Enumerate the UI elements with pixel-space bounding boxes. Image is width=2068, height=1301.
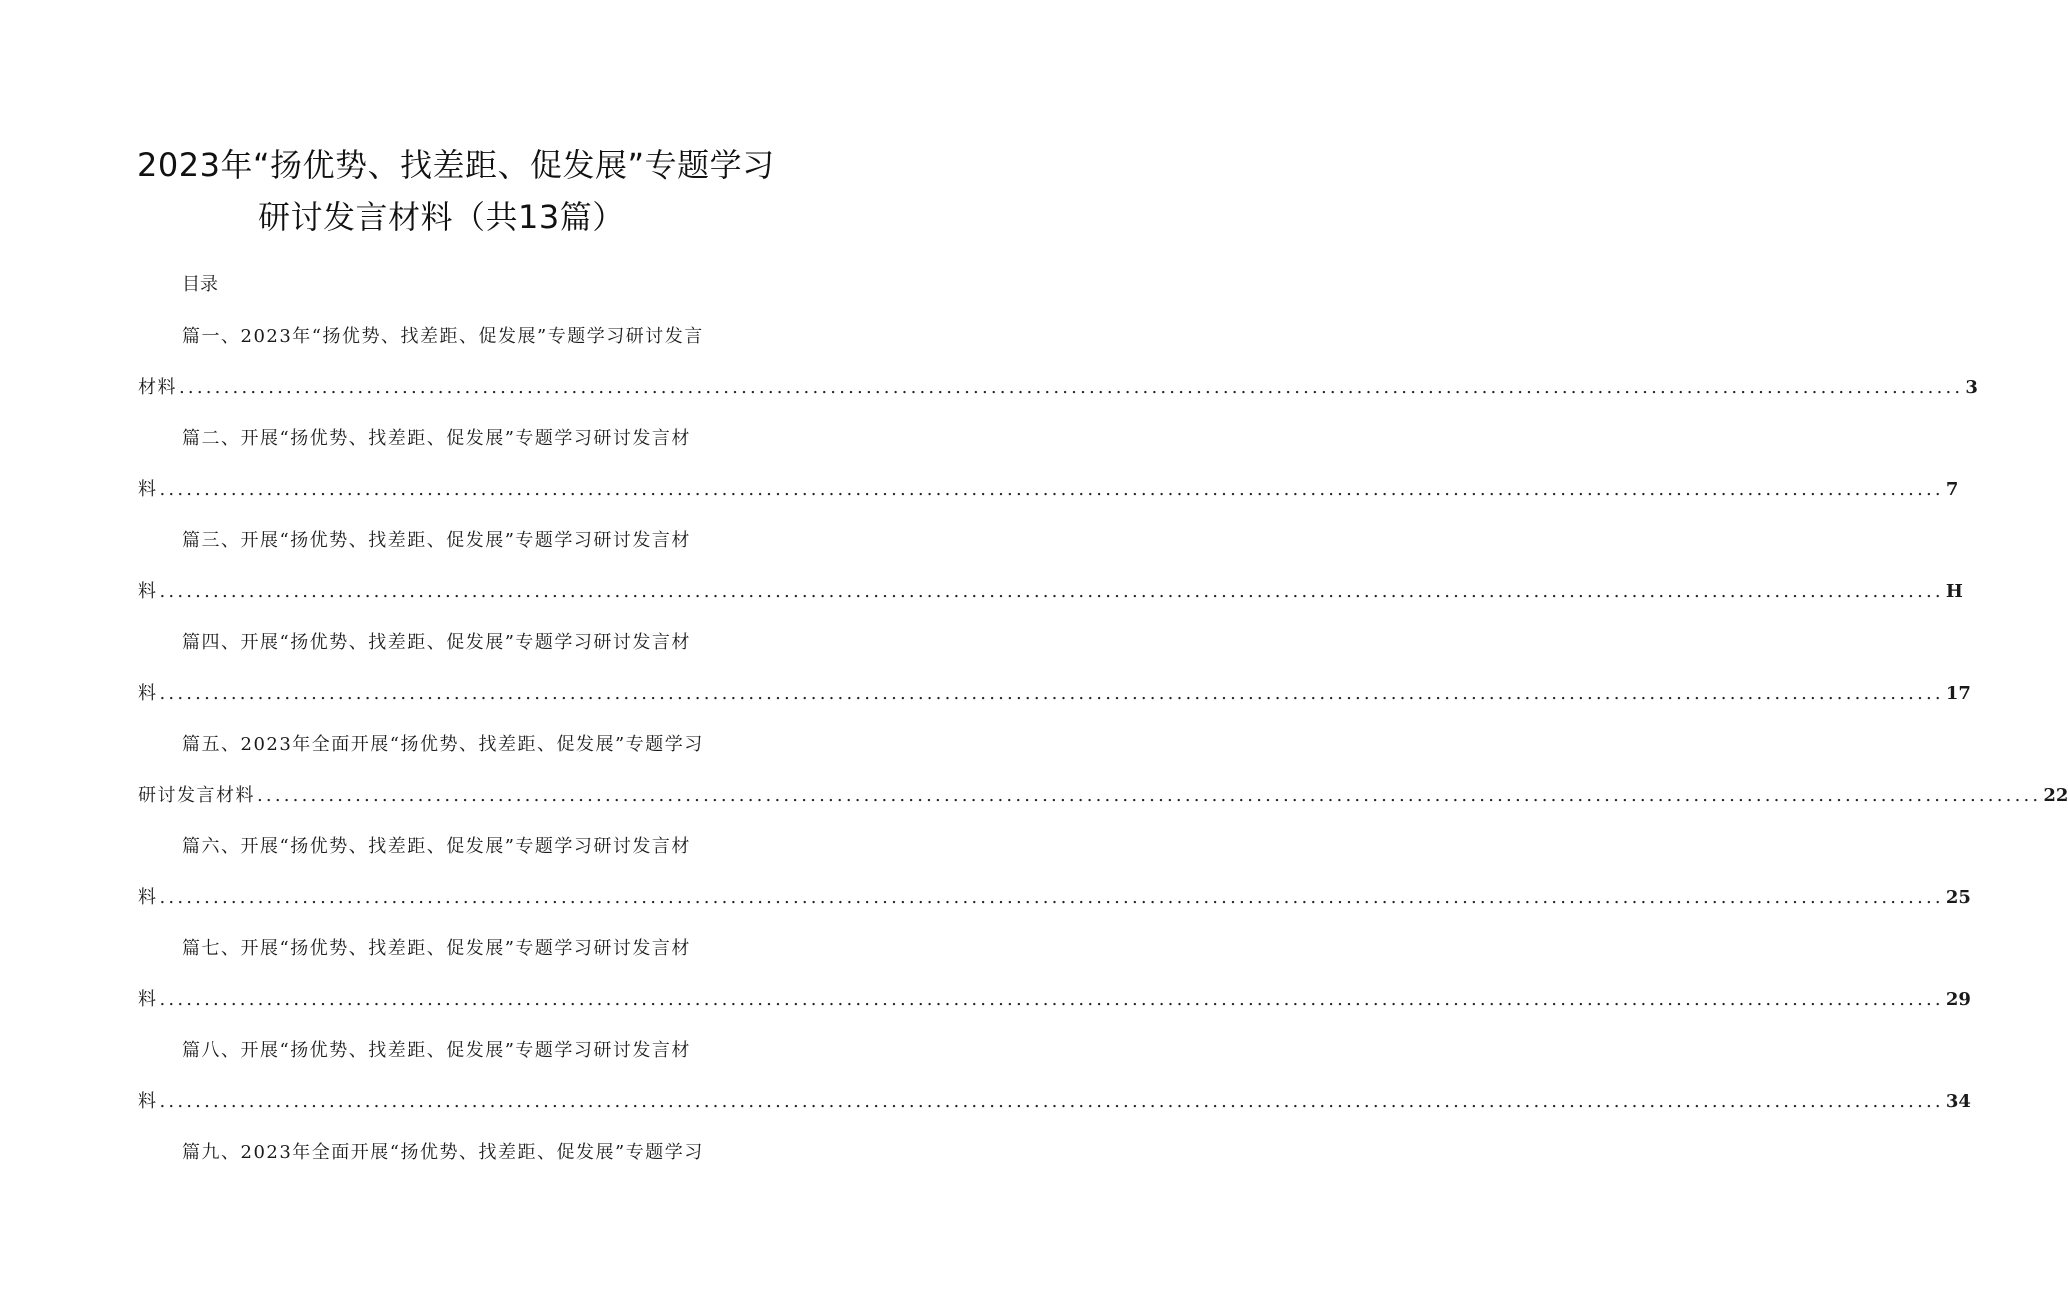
toc-entry-title-end: 材料 — [138, 377, 177, 398]
toc-dot-leader: ........................................................................................................................................................................................................ — [159, 581, 1944, 602]
toc-dot-leader: ........................................................................................................................................................................................................ — [159, 989, 1944, 1010]
toc-page-number: 3 — [1965, 377, 1978, 398]
toc-entry-continuation — [138, 1087, 1971, 1113]
toc-entry-title: 篇五、2023年全面开展“扬优势、找差距、促发展”专题学习 — [182, 734, 704, 755]
toc-page-number: 17 — [1945, 683, 1971, 704]
toc-entry-title-end: 料 — [138, 683, 158, 704]
document-title-line-1: 2023年“扬优势、找差距、促发展”专题学习 — [137, 146, 775, 184]
toc-entry-title-end: 研讨发言材料 — [138, 785, 255, 806]
toc-entry-continuation — [138, 883, 1971, 909]
toc-entry-title: 篇七、开展“扬优势、找差距、促发展”专题学习研讨发言材 — [182, 938, 691, 959]
toc-entry-title: 篇二、开展“扬优势、找差距、促发展”专题学习研讨发言材 — [182, 428, 691, 449]
toc-entry-continuation — [138, 577, 1963, 603]
toc-dot-leader: ........................................................................................................................................................................................................ — [159, 887, 1944, 908]
toc-dot-leader: ........................................................................................................................................................................................................ — [159, 479, 1944, 500]
toc-entry-title-end: 料 — [138, 887, 158, 908]
toc-page-number: 22 — [2043, 785, 2068, 806]
toc-page-number: 29 — [1945, 989, 1971, 1010]
toc-dot-leader: ........................................................................................................................................................................................................ — [179, 377, 1964, 398]
toc-entry-title: 篇六、开展“扬优势、找差距、促发展”专题学习研讨发言材 — [182, 836, 691, 857]
toc-entry-continuation — [138, 679, 1971, 705]
toc-heading: 目录 — [182, 274, 218, 295]
document-title-line-2: 研讨发言材料（共13篇） — [258, 198, 625, 236]
toc-entry-continuation — [138, 781, 2068, 807]
toc-page-number: H — [1945, 581, 1963, 602]
toc-dot-leader: ........................................................................................................................................................................................................ — [257, 785, 2042, 806]
toc-dot-leader: ........................................................................................................................................................................................................ — [159, 683, 1944, 704]
toc-entry-continuation — [138, 475, 1959, 501]
toc-entry-title: 篇四、开展“扬优势、找差距、促发展”专题学习研讨发言材 — [182, 632, 691, 653]
toc-entry-title-end: 料 — [138, 1091, 158, 1112]
toc-entry-continuation — [138, 373, 1978, 399]
toc-page-number: 34 — [1945, 1091, 1971, 1112]
toc-page-number: 25 — [1945, 887, 1971, 908]
toc-entry-title-end: 料 — [138, 989, 158, 1010]
toc-entry-title: 篇三、开展“扬优势、找差距、促发展”专题学习研讨发言材 — [182, 530, 691, 551]
toc-entry-title: 篇八、开展“扬优势、找差距、促发展”专题学习研讨发言材 — [182, 1040, 691, 1061]
toc-entry-title: 篇九、2023年全面开展“扬优势、找差距、促发展”专题学习 — [182, 1142, 704, 1163]
toc-entry-continuation — [138, 985, 1971, 1011]
toc-page-number: 7 — [1945, 479, 1959, 500]
toc-dot-leader: ........................................................................................................................................................................................................ — [159, 1091, 1944, 1112]
toc-entry-title-end: 料 — [138, 581, 158, 602]
toc-entry-title: 篇一、2023年“扬优势、找差距、促发展”专题学习研讨发言 — [182, 326, 704, 347]
toc-entry-title-end: 料 — [138, 479, 158, 500]
